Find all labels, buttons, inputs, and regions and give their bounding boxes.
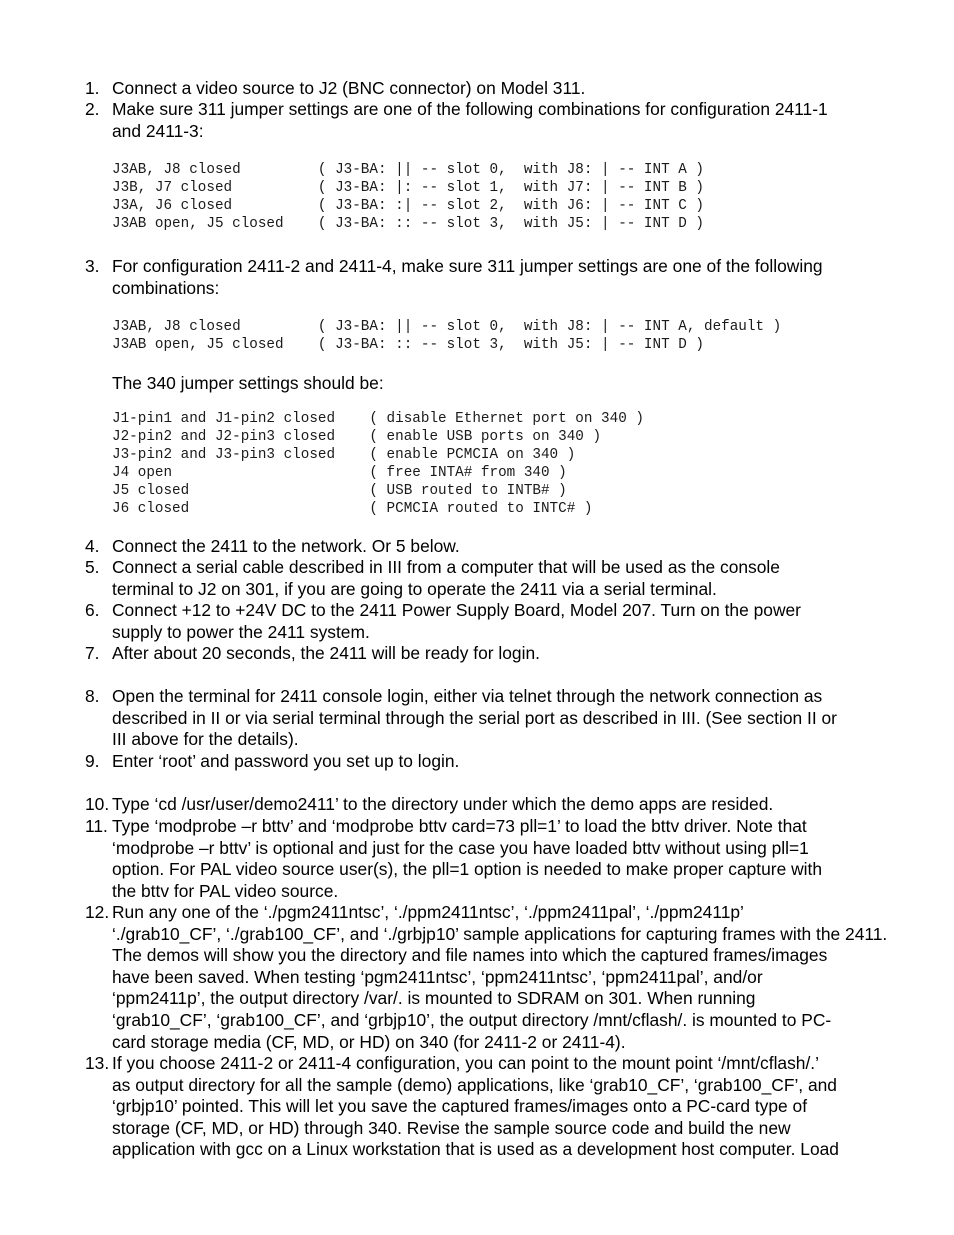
step-line: Open the terminal for 2411 console login, either via telnet through the network connection as xyxy=(112,686,823,706)
step-number: 1. xyxy=(85,78,100,98)
code-line: J2-pin2 and J2-pin3 closed ( enable USB ports on 340 ) xyxy=(112,428,602,445)
step-line: application with gcc on a Linux workstation that is used as a development host computer. Load xyxy=(112,1139,839,1160)
step-line: Connect +12 to +24V DC to the 2411 Power Supply Board, Model 207. Turn on the power xyxy=(112,600,801,620)
step-line: supply to power the 2411 system. xyxy=(112,621,370,642)
step-line: Connect the 2411 to the network. Or 5 below. xyxy=(112,536,460,556)
step-9 xyxy=(85,751,905,773)
step-4 xyxy=(85,536,905,558)
step-line: Run any one of the ‘./pgm2411ntsc’, ‘./ppm2411ntsc’, ‘./ppm2411pal’, ‘./ppm2411p’ xyxy=(112,902,744,922)
step-line: If you choose 2411-2 or 2411-4 configuration, you can point to the mount point ‘/mnt/cflash/.’ xyxy=(112,1053,820,1073)
step-number: 13. xyxy=(85,1053,110,1073)
step-line: The demos will show you the directory and file names into which the captured frames/images xyxy=(112,945,828,966)
step-10 xyxy=(85,794,905,816)
code-line: J5 closed ( USB routed to INTB# ) xyxy=(112,482,567,499)
step-line: ‘modprobe –r bttv’ is optional and just for the case you have loaded bttv without using pll=1 xyxy=(112,837,809,858)
step-number: 10. xyxy=(85,794,110,814)
step-number: 2. xyxy=(85,99,100,119)
step-line: as output directory for all the sample (demo) applications, like ‘grab10_CF’, ‘grab100_CF’, and xyxy=(112,1074,837,1095)
step-line: ‘grab10_CF’, ‘grab100_CF’, and ‘grbjp10’, the output directory /mnt/cflash/. is mounted to PC- xyxy=(112,1009,832,1030)
step-line: Make sure 311 jumper settings are one of the following combinations for configuration 2411-1 xyxy=(112,99,828,119)
step-line: Type ‘cd /usr/user/demo2411’ to the directory under which the demo apps are resided. xyxy=(112,794,774,814)
step-number: 8. xyxy=(85,686,100,706)
step-line: ‘grbjp10’ pointed. This will let you save the captured frames/images onto a PC-card type of xyxy=(112,1096,808,1117)
jumper-table-340 xyxy=(112,411,644,518)
step-line: Connect a serial cable described in III from a computer that will be used as the console xyxy=(112,557,780,577)
step-5 xyxy=(85,557,905,600)
step-8 xyxy=(85,686,905,751)
step-3 xyxy=(85,256,905,299)
step-line: card storage media (CF, MD, or HD) on 340 (for 2411-2 or 2411-4). xyxy=(112,1031,626,1052)
step-line: the bttv for PAL video source. xyxy=(112,880,339,901)
code-line: J4 open ( free INTA# from 340 ) xyxy=(112,464,567,481)
code-line: J3A, J6 closed ( J3-BA: :| -- slot 2, with J6: | -- INT C ) xyxy=(112,197,704,214)
step-7 xyxy=(85,643,905,665)
step-line: option. For PAL video source user(s), the pll=1 option is needed to make proper capture with xyxy=(112,859,823,880)
step-number: 9. xyxy=(85,751,100,771)
jumper-table-2411-2-4 xyxy=(112,319,781,355)
step-line: Connect a video source to J2 (BNC connector) on Model 311. xyxy=(112,78,586,98)
step-line: combinations: xyxy=(112,277,220,298)
step-line: described in II or via serial terminal through the serial port as described in III. (See section II or xyxy=(112,707,837,728)
step-line: terminal to J2 on 301, if you are going to operate the 2411 via a serial terminal. xyxy=(112,578,717,599)
step-line: Enter ‘root’ and password you set up to login. xyxy=(112,751,460,771)
step-number: 6. xyxy=(85,600,100,620)
step-line: storage (CF, MD, or HD) through 340. Revise the sample source code and build the new xyxy=(112,1117,791,1138)
step-line: Type ‘modprobe –r bttv’ and ‘modprobe bttv card=73 pll=1’ to load the bttv driver. Note that xyxy=(112,816,807,836)
step-number: 7. xyxy=(85,643,100,663)
step-number: 4. xyxy=(85,536,100,556)
step-line: For configuration 2411-2 and 2411-4, make sure 311 jumper settings are one of the following xyxy=(112,256,823,276)
code-line: J3AB open, J5 closed ( J3-BA: :: -- slot 3, with J5: | -- INT D ) xyxy=(112,336,704,353)
jumper-table-2411-1-3 xyxy=(112,162,704,234)
jumper-340-intro: The 340 jumper settings should be: xyxy=(112,373,384,393)
step-line: have been saved. When testing ‘pgm2411ntsc’, ‘ppm2411ntsc’, ‘ppm2411pal’, and/or xyxy=(112,966,763,987)
code-line: J3B, J7 closed ( J3-BA: |: -- slot 1, with J7: | -- INT B ) xyxy=(112,179,704,196)
step-11 xyxy=(85,816,905,902)
step-number: 5. xyxy=(85,557,100,577)
step-12 xyxy=(85,902,905,1053)
code-line: J3AB, J8 closed ( J3-BA: || -- slot 0, with J8: | -- INT A ) xyxy=(112,162,704,178)
code-line: J6 closed ( PCMCIA routed to INTC# ) xyxy=(112,500,593,517)
step-line: III above for the details). xyxy=(112,729,299,750)
step-line: and 2411-3: xyxy=(112,120,204,141)
step-number: 3. xyxy=(85,256,100,276)
code-line: J3AB, J8 closed ( J3-BA: || -- slot 0, with J8: | -- INT A, default ) xyxy=(112,319,782,335)
step-13 xyxy=(85,1053,905,1161)
step-number: 12. xyxy=(85,902,110,922)
code-line: J1-pin1 and J1-pin2 closed ( disable Ethernet port on 340 ) xyxy=(112,411,644,427)
step-line: ‘ppm2411p’, the output directory /var/. is mounted to SDRAM on 301. When running xyxy=(112,988,756,1009)
step-2 xyxy=(85,99,905,142)
code-line: J3AB open, J5 closed ( J3-BA: :: -- slot 3, with J5: | -- INT D ) xyxy=(112,215,704,232)
step-line: After about 20 seconds, the 2411 will be ready for login. xyxy=(112,643,540,663)
step-number: 11. xyxy=(85,816,108,836)
step-1 xyxy=(85,78,905,100)
code-line: J3-pin2 and J3-pin3 closed ( enable PCMCIA on 340 ) xyxy=(112,446,576,463)
step-6 xyxy=(85,600,905,643)
step-line: ‘./grab10_CF’, ‘./grab100_CF’, and ‘./grbjp10’ sample applications for capturing frames with the 2411. xyxy=(112,923,888,944)
